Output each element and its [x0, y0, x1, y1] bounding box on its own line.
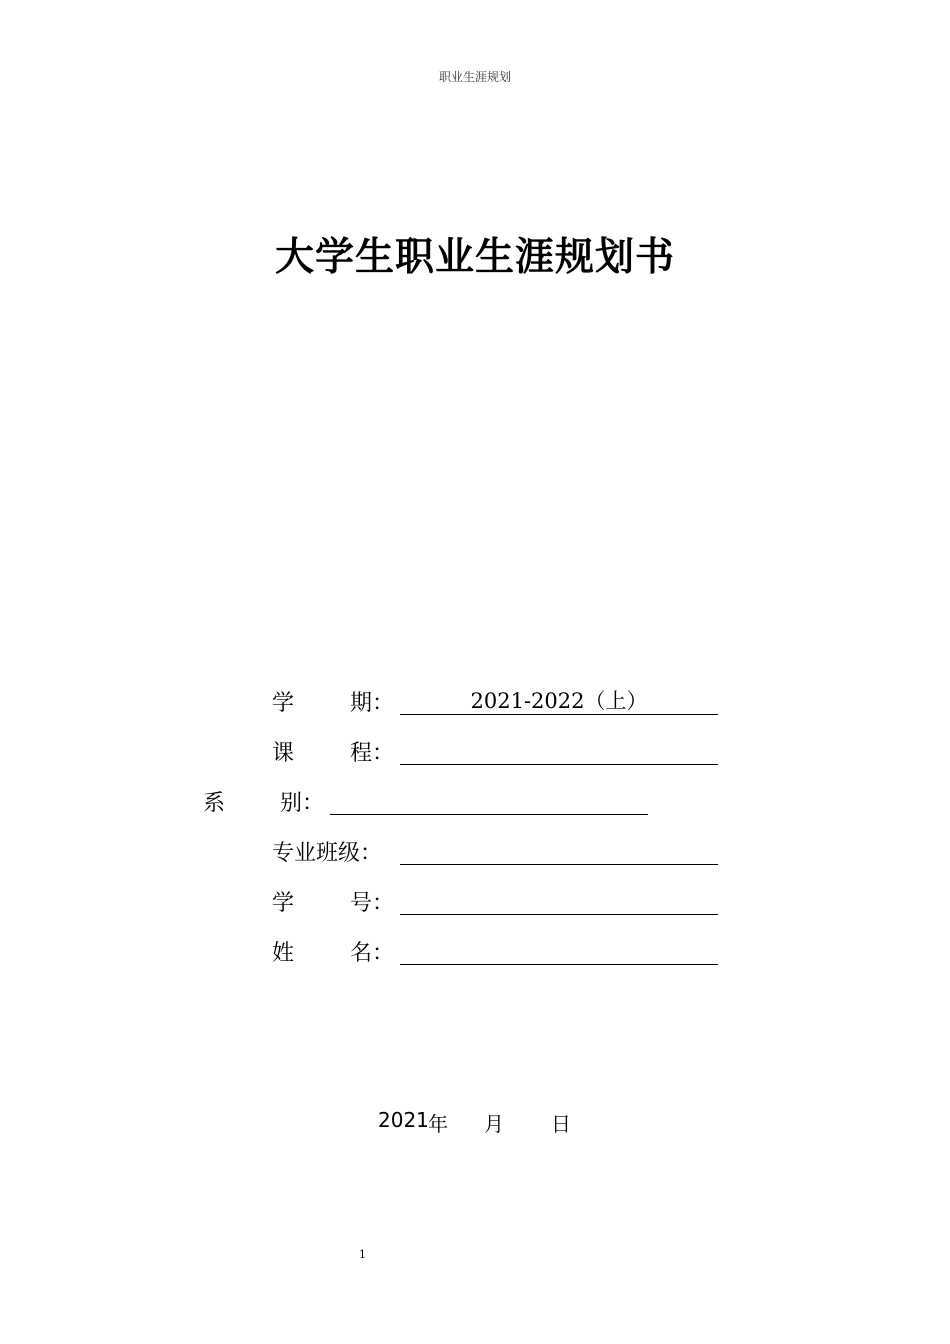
date-year-unit: 年 — [428, 1112, 448, 1136]
semester-field — [272, 686, 722, 718]
date-year: 2021 — [378, 1108, 429, 1132]
page-header: 职业生涯规划 — [438, 70, 511, 84]
semester-label-last: 期： — [350, 691, 395, 716]
student-id-label-last: 号： — [350, 891, 395, 916]
name-underline — [400, 964, 718, 965]
document-title: 大学生职业生涯规划书 — [274, 235, 675, 280]
department-underline — [330, 814, 648, 815]
major-class-underline — [400, 864, 718, 865]
page-number: 1 — [359, 1248, 366, 1261]
name-field — [272, 936, 722, 968]
course-field — [272, 736, 722, 768]
date-month-unit: 月 — [484, 1112, 504, 1136]
student-id-underline — [400, 914, 718, 915]
course-label-first: 课 — [272, 741, 295, 766]
course-underline — [400, 764, 718, 765]
name-label-first: 姓 — [272, 941, 295, 966]
department-field — [203, 786, 653, 818]
name-label-last: 名： — [350, 941, 395, 966]
course-label-last: 程： — [350, 741, 395, 766]
major-class-label: 专业班级： — [272, 841, 383, 866]
semester-value[interactable]: 2021-2022（上） — [470, 689, 648, 713]
semester-label-first: 学 — [272, 691, 295, 716]
department-label-first: 系 — [203, 791, 226, 816]
student-id-field — [272, 886, 722, 918]
date-line — [0, 1108, 950, 1138]
student-id-label-first: 学 — [272, 891, 295, 916]
department-label-last: 别： — [280, 791, 325, 816]
date-day-unit: 日 — [551, 1112, 571, 1136]
major-class-field — [272, 836, 722, 868]
